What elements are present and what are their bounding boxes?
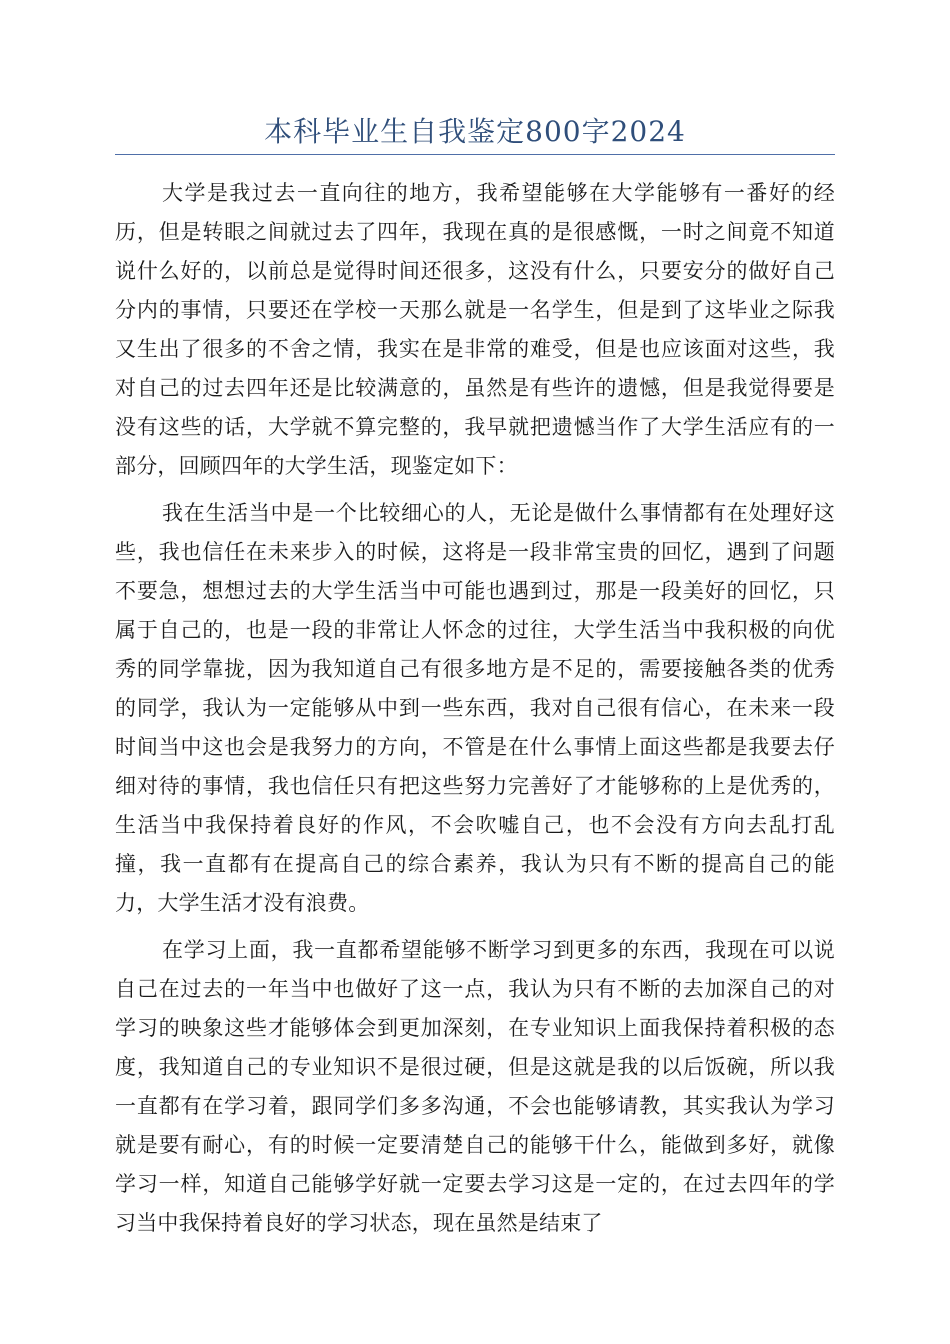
paragraph-intro: 大学是我过去一直向往的地方，我希望能够在大学能够有一番好的经历，但是转眼之间就过去了四年，我现在真的是很感慨，一时之间竟不知道说什么好的，以前总是觉得时间还很多，这没有什么，只要安分的做好自己分内的事情，只要还在学校一天那么就是一名学生，但是到了这毕业之际我又生出了很多的不舍之情，我实在是非常的难受，但是也应该面对这些，我对自己的过去四年还是比较满意的，虽然是有些许的遗憾，但是我觉得要是没有这些的话，大学就不算完整的，我早就把遗憾当作了大学生活应有的一部分，回顾四年的大学生活，现鉴定如下： [115, 181, 835, 478]
paragraph-life: 我在生活当中是一个比较细心的人，无论是做什么事情都有在处理好这些，我也信任在未来步入的时候，这将是一段非常宝贵的回忆，遇到了问题不要急，想想过去的大学生活当中可能也遇到过，那是一段美好的回忆，只属于自己的，也是一段的非常让人怀念的过往，大学生活当中我积极的向优秀的同学靠拢，因为我知道自己有很多地方是不足的，需要接触各类的优秀的同学，我认为一定能够从中到一些东西，我对自己很有信心，在未来一段时间当中这也会是我努力的方向，不管是在什么事情上面这些都是我要去仔细对待的事情，我也信任只有把这些努力完善好了才能够称的上是优秀的，生活当中我保持着良好的作风，不会吹嘘自己，也不会没有方向去乱打乱撞，我一直都有在提高自己的综合素养，我认为只有不断的提高自己的能力，大学生活才没有浪费。 [115, 501, 835, 915]
document-title: 本科毕业生自我鉴定800字2024 [264, 115, 686, 148]
document-body [115, 174, 835, 1251]
title-underline [115, 154, 835, 155]
paragraph-study: 在学习上面，我一直都希望能够不断学习到更多的东西，我现在可以说自己在过去的一年当中也做好了这一点，我认为只有不断的去加深自己的对学习的映象这些才能够体会到更加深刻，在专业知识上面我保持着积极的态度，我知道自己的专业知识不是很过硬，但是这就是我的以后饭碗，所以我一直都有在学习着，跟同学们多多沟通，不会也能够请教，其实我认为学习就是要有耐心，有的时候一定要清楚自己的能够干什么，能做到多好，就像学习一样，知道自己能够学好就一定要去学习这是一定的，在过去四年的学习当中我保持着良好的学习状态，现在虽然是结束了 [115, 938, 835, 1235]
